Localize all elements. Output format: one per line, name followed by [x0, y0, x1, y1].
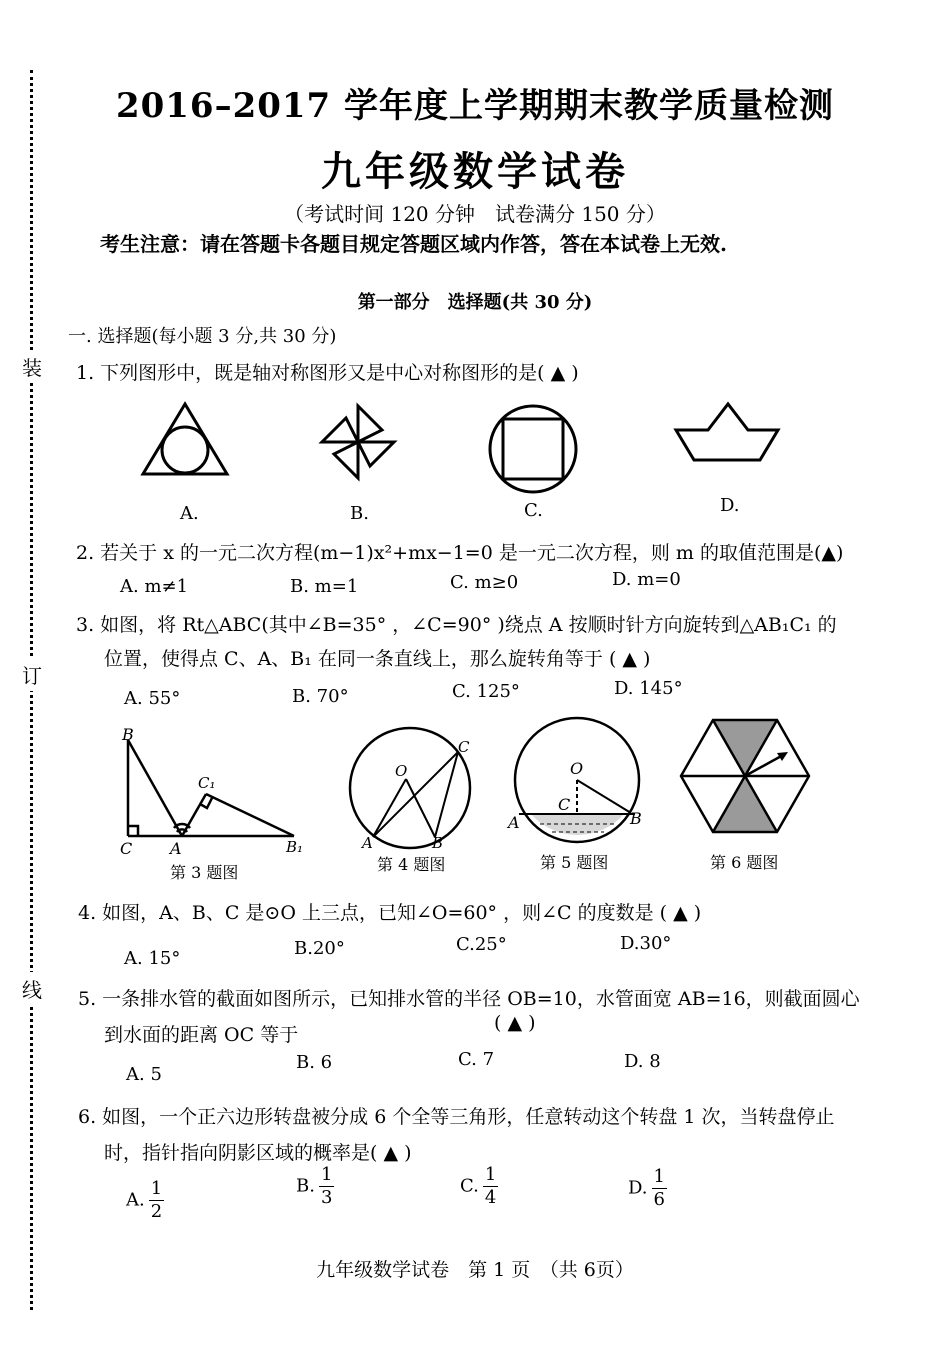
binding-char-zhuang: 装: [22, 350, 42, 383]
fig3-label-c: C: [120, 839, 133, 858]
q2-option-d: D. m=0: [612, 569, 681, 590]
q6-option-a: [126, 1180, 164, 1221]
question-6-line1: 6. 如图，一个正六边形转盘被分成 6 个全等三角形，任意转动这个转盘 1 次，当转盘停止: [78, 1106, 835, 1128]
q1-option-c: C.: [524, 500, 543, 521]
q1-figure-a: [135, 398, 235, 480]
q1-option-b: B.: [350, 503, 369, 524]
fig3-caption: 第 3 题图: [170, 863, 239, 882]
q5-option-d: D. 8: [624, 1051, 661, 1072]
fig5-label-a: A: [508, 813, 520, 832]
page-footer: 九年级数学试卷 第 1 页 （共 6页）: [316, 1259, 634, 1281]
q1-option-d: D.: [720, 495, 740, 516]
q6-option-d-fraction: $\frac{1}{6}$: [653, 1166, 665, 1210]
q4-option-a: A. 15°: [124, 948, 181, 969]
q6-option-d-label: D.: [628, 1177, 648, 1199]
section-title: 一. 选择题(每小题 3 分,共 30 分): [68, 326, 337, 347]
q6-option-a-fraction: $\frac{1}{2}$: [150, 1178, 163, 1222]
q1-figure-b: [318, 402, 398, 482]
fig4-label-b: B: [432, 834, 444, 852]
binding-char-xian: 线: [22, 972, 42, 1005]
q2-option-a: A. m≠1: [120, 576, 189, 597]
q1-figure-d: [672, 400, 782, 466]
fig5-caption: 第 5 题图: [540, 853, 609, 872]
q6-option-b-label: B.: [296, 1175, 315, 1197]
fig4-caption: 第 4 题图: [377, 855, 446, 874]
exam-subtitle: 九年级数学试卷: [321, 148, 629, 195]
q4-option-d: D.30°: [620, 933, 672, 954]
figure-6: [674, 714, 816, 842]
fig5-label-o: O: [570, 759, 584, 778]
q3-option-c: C. 125°: [452, 681, 520, 702]
q6-option-c-fraction: $\frac{1}{4}$: [484, 1164, 497, 1208]
fig3-label-b: B: [122, 725, 134, 744]
exam-info: （考试时间 120 分钟 试卷满分 150 分）: [284, 202, 666, 226]
q5-option-c: C. 7: [458, 1049, 495, 1070]
question-1: 1. 下列图形中，既是轴对称图形又是中心对称图形的是( ▲ ): [76, 362, 579, 384]
q6-option-c: [460, 1166, 498, 1207]
q1-option-a: A.: [180, 503, 199, 524]
exam-title: 2016–2017 学年度上学期期末教学质量检测: [115, 86, 835, 126]
exam-notice: 考生注意：请在答题卡各题目规定答题区域内作答，答在本试卷上无效.: [100, 232, 727, 256]
q4-option-c: C.25°: [456, 934, 507, 955]
question-5-line1: 5. 一条排水管的截面如图所示，已知排水管的半径 OB=10，水管面宽 AB=16，则截面圆心: [78, 988, 860, 1010]
question-3-line1: 3. 如图，将 Rt△ABC(其中∠B=35° ，∠C=90° )绕点 A 按顺时针方向旋转到△AB₁C₁ 的: [76, 614, 837, 636]
q5-answer-blank: ( ▲ ): [494, 1012, 536, 1034]
figure-3: [110, 722, 310, 860]
fig3-label-b1: B₁: [286, 838, 304, 856]
binding-char-ding: 订: [22, 658, 42, 691]
q6-option-a-label: A.: [126, 1189, 145, 1211]
question-4: 4. 如图，A、B、C 是⊙O 上三点，已知∠O=60° ，则∠C 的度数是 ( ▲ ): [78, 902, 702, 924]
part-title: 第一部分 选择题(共 30 分): [357, 292, 593, 313]
q2-option-c: C. m≥0: [450, 572, 519, 593]
q3-option-d: D. 145°: [614, 678, 683, 699]
q5-option-b: B. 6: [296, 1052, 333, 1073]
question-2: 2. 若关于 x 的一元二次方程(m−1)x²+mx−1=0 是一元二次方程，则 m 的取值范围是(▲): [76, 542, 844, 564]
q3-option-a: A. 55°: [124, 688, 181, 709]
q6-option-b-fraction: $\frac{1}{3}$: [320, 1164, 333, 1208]
q2-option-b: B. m=1: [290, 576, 359, 597]
question-5-line2: 到水面的距离 OC 等于: [104, 1024, 299, 1046]
fig4-label-o: O: [395, 762, 408, 780]
q1-figure-c: [486, 402, 580, 496]
fig6-caption: 第 6 题图: [710, 853, 779, 872]
figure-4: [340, 724, 480, 854]
figure-5: [500, 714, 650, 848]
question-3-line2: 位置，使得点 C、A、B₁ 在同一条直线上，那么旋转角等于 ( ▲ ): [104, 648, 651, 670]
q4-option-b: B.20°: [294, 938, 345, 959]
fig5-label-b: B: [630, 809, 642, 828]
q6-option-c-label: C.: [460, 1175, 479, 1197]
q6-option-d: [628, 1168, 667, 1209]
q6-option-b: [296, 1166, 334, 1207]
fig4-label-c: C: [458, 738, 470, 756]
q3-option-b: B. 70°: [292, 686, 349, 707]
fig3-label-c1: C₁: [198, 774, 216, 792]
fig5-label-c: C: [558, 795, 571, 814]
question-6-line2: 时，指针指向阴影区域的概率是( ▲ ): [104, 1142, 412, 1164]
fig4-label-a: A: [362, 834, 373, 852]
q5-option-a: A. 5: [126, 1064, 162, 1085]
fig3-label-a: A: [170, 839, 182, 858]
